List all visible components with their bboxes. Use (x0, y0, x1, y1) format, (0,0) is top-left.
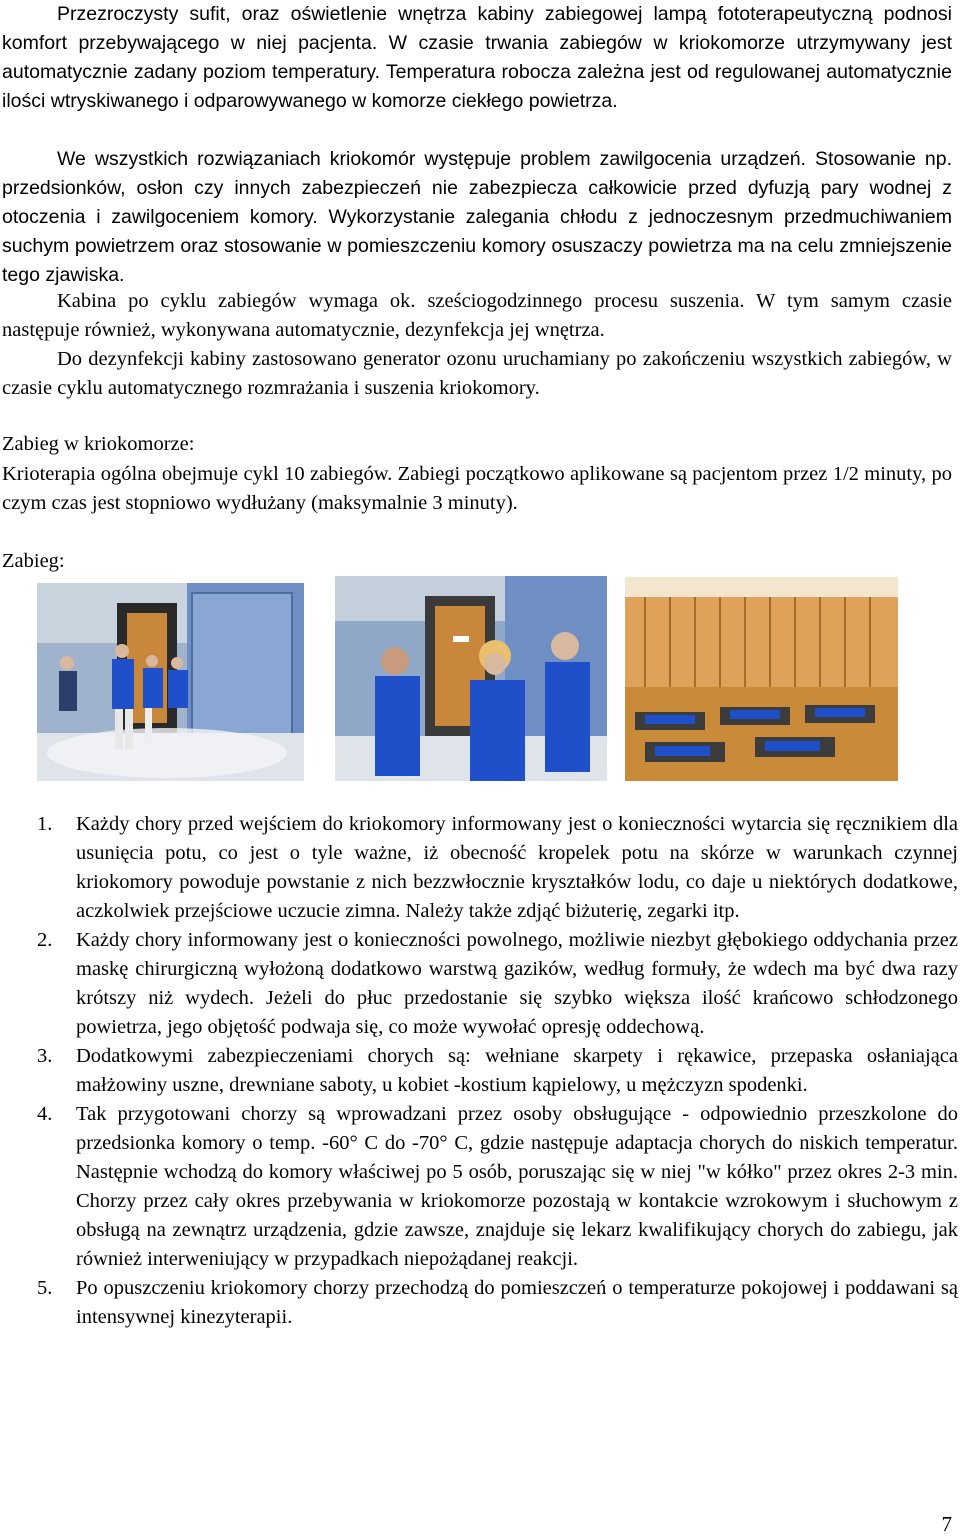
step-text: Każdy chory informowany jest o konieczności powolnego, możliwie niezbyt głębokiego oddychania przez maskę chirurgiczną wyłożoną dodatkowo warstwą gazików, według formuły, że wdech ma być dwa razy krótszy niż wydech. Jeżeli do płuc przedostanie się szybko większa ilość krańcowo schłodzonego powietrza, jego objętość podwaja się, co może wywołać opresję oddechową. (76, 929, 958, 1038)
step-number: 1. (37, 813, 53, 835)
procedure-label: Zabieg: (2, 550, 65, 572)
step-number: 3. (37, 1045, 53, 1067)
paragraph-humidity: We wszystkich rozwiązaniach kriokomór występuje problem zawilgocenia urządzeń. Stosowanie np. przedsionków, osłon czy innych zabezpieczeń nie zabezpiecza całkowicie przed dyfuzją pary wodnej z otoczenia i zawilgoceniem komory. Wykorzystanie zalegania chłodu z jednoczesnym przedmuchiwaniem suchym powietrzem oraz stosowanie w pomieszczeniu komory osuszaczy powietrza ma na celu zmniejszenie tego zjawiska. (2, 148, 952, 286)
step-text: Dodatkowymi zabezpieczeniami chorych są: wełniane skarpety i rękawice, przepaska osłaniająca małżowiny uszne, drewniane saboty, u kobiet -kostium kąpielowy, u mężczyzn spodenki. (76, 1045, 958, 1096)
photo-kinesitherapy-gym (625, 577, 898, 781)
page-number: 7 (941, 1512, 952, 1536)
section-heading: Zabieg w kriokomorze: (2, 433, 195, 455)
paragraph-ceiling: Przezroczysty sufit, oraz oświetlenie wnętrza kabiny zabiegowej lampą fototerapeutyczną podnosi komfort przebywającego w niej pacjenta. W czasie trwania zabiegów w kriokomorze utrzymywany jest automatycznie zadany poziom temperatury. Temperatura robocza zależna jest od regulowanej automatycznie ilości wtryskiwanego i odparowywanego w komorze ciekłego powietrza. (2, 3, 952, 112)
photo-entering-chamber (37, 583, 304, 781)
list-item (0, 926, 958, 1042)
step-text: Tak przygotowani chorzy są wprowadzani przez osoby obsługujące - odpowiednio przeszkolone do przedsionka komory o temp. -60° C do -70° C, gdzie następuje adaptacja chorych do niskich temperatur. Następnie wchodzą do komory właściwej po 5 osób, poruszając się w niej "w kółko" przez okres 2-3 min. Chorzy przez cały okres przebywania w kriokomorze pozostają w kontakcie wzrokowym i słuchowym z obsługą na zewnątrz urządzenia, gdzie zawsze, znajduje się lekarz kwalifikujący chorych do zabiegu, jak również interweniujący w przypadkach niepożądanej reakcji. (76, 1103, 958, 1270)
procedure-steps (0, 810, 958, 1332)
step-number: 4. (37, 1103, 53, 1125)
list-item (0, 1042, 958, 1100)
step-text: Każdy chory przed wejściem do kriokomory informowany jest o konieczności wytarcia się ręcznikiem dla usunięcia potu, co jest o tyle ważne, iż obecność kropelek potu na skórze w warunkach czynnej kriokomory powoduje powstanie z nich bezzwłocznie kryształków lodu, co daje u niektórych dodatkowe, aczkolwiek przejściowe uczucie zimna. Należy także zdjąć biżuterię, zegarki itp. (76, 813, 958, 922)
paragraph-disinfection: Do dezynfekcji kabiny zastosowano generator ozonu uruchamiany po zakończeniu wszystkich zabiegów, w czasie cyklu automatycznego rozmrażania i suszenia kriokomory. (2, 348, 952, 399)
list-item (0, 1100, 958, 1274)
step-number: 5. (37, 1277, 53, 1299)
list-item (0, 810, 958, 926)
step-number: 2. (37, 929, 53, 951)
photo-patients-in-chamber (335, 576, 607, 781)
list-item (0, 1274, 958, 1332)
step-text: Po opuszczeniu kriokomory chorzy przechodzą do pomieszczeń o temperaturze pokojowej i poddawani są intensywnej kinezyterapii. (76, 1277, 958, 1328)
paragraph-drying: Kabina po cyklu zabiegów wymaga ok. sześciogodzinnego procesu suszenia. W tym samym czasie następuje również, wykonywana automatycznie, dezynfekcja jej wnętrza. (2, 290, 952, 341)
section-text: Krioterapia ogólna obejmuje cykl 10 zabiegów. Zabiegi początkowo aplikowane są pacjentom przez 1/2 minuty, po czym czas jest stopniowo wydłużany (maksymalnie 3 minuty). (2, 463, 952, 514)
